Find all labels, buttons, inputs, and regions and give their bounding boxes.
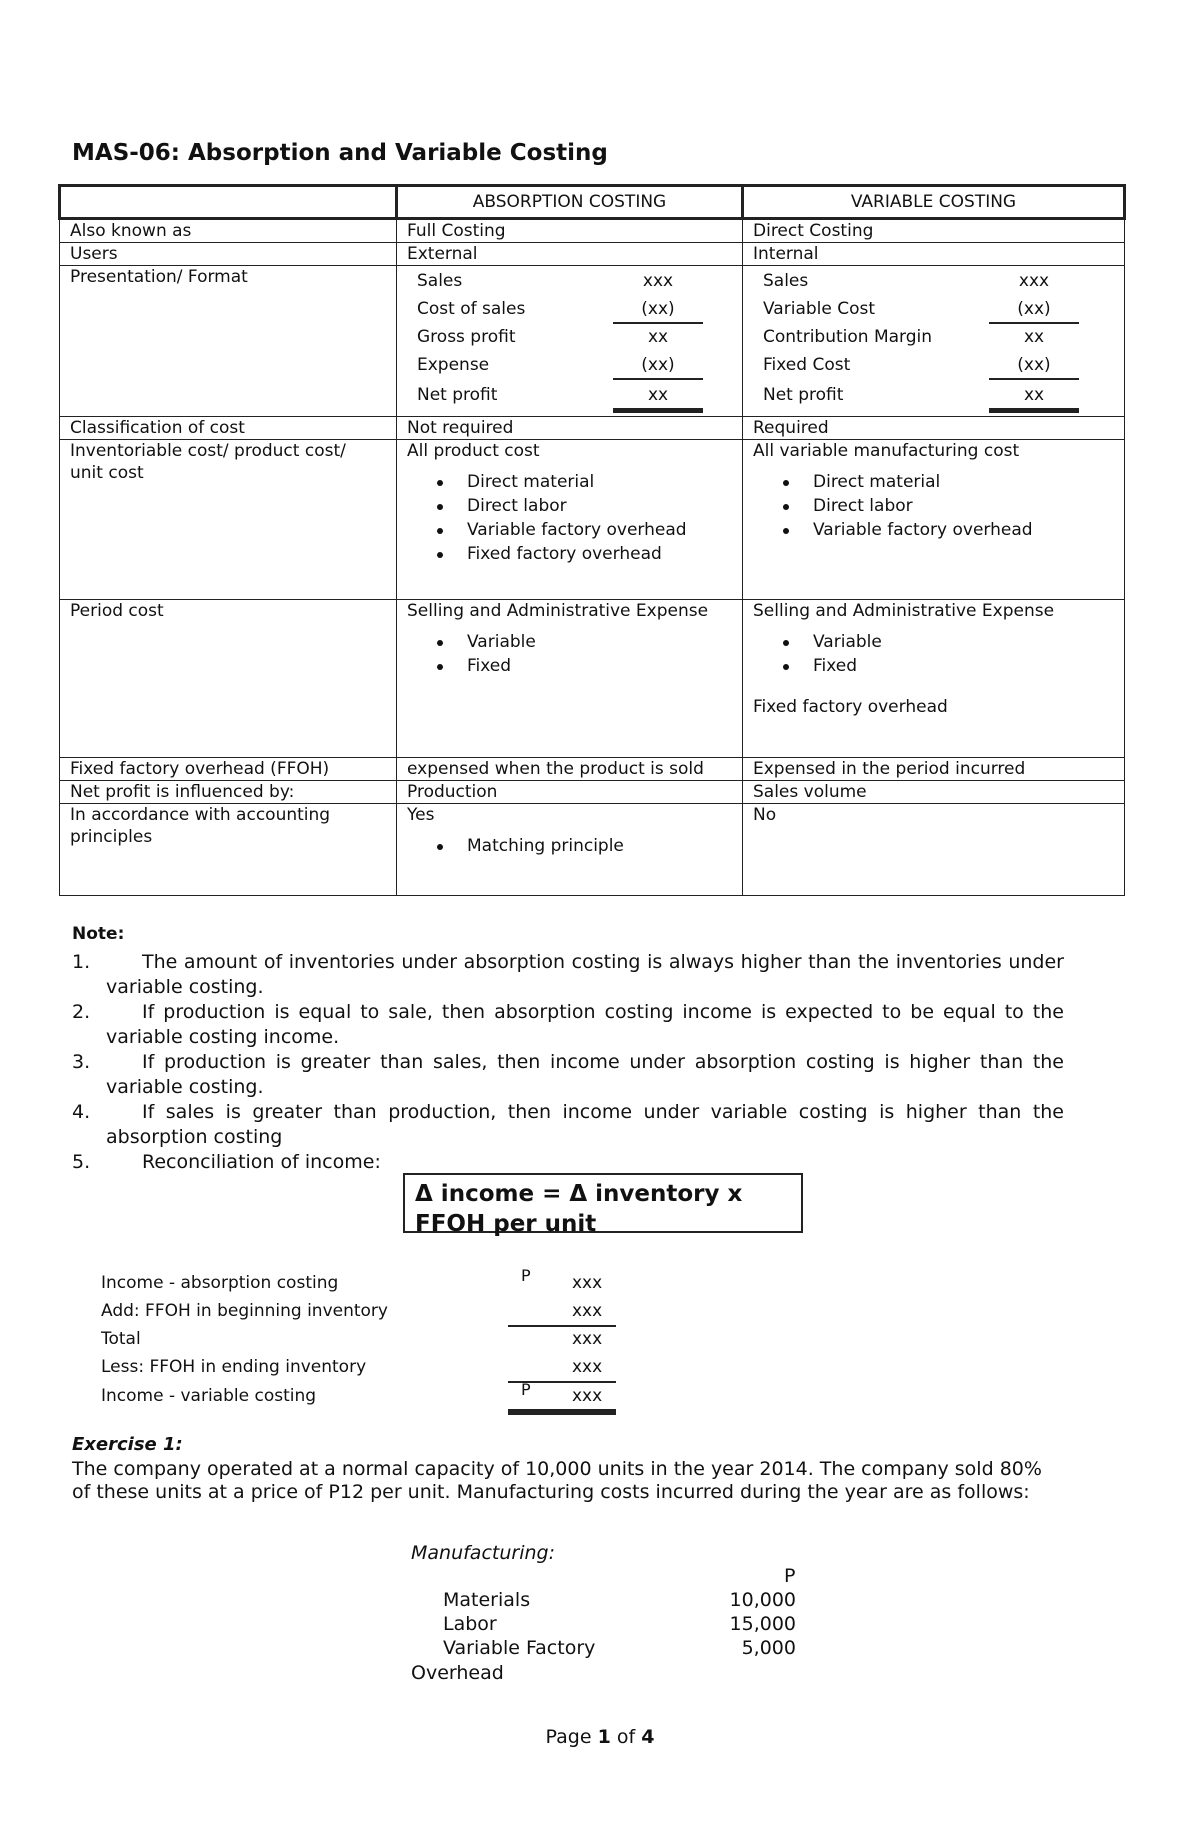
section-label: Manufacturing: xyxy=(411,1542,555,1564)
format-value: (xx) xyxy=(1017,355,1051,375)
currency-symbol: P xyxy=(784,1565,796,1587)
list-item xyxy=(72,1150,1064,1175)
cost-label: Labor xyxy=(443,1613,497,1635)
list-item: Variable factory overhead xyxy=(813,518,1114,542)
cost-label-wrap: Overhead xyxy=(411,1662,504,1684)
absorption-cell xyxy=(397,600,743,758)
double-underline xyxy=(613,408,703,413)
format-value: (xx) xyxy=(641,355,675,375)
format-label: Expense xyxy=(417,355,490,375)
variable-cell: Sales volume xyxy=(743,781,1125,804)
cost-label: Variable Factory xyxy=(443,1637,596,1659)
note-number: 3. xyxy=(72,1051,91,1073)
variable-cell: Required xyxy=(743,417,1125,440)
format-value: xx xyxy=(1023,327,1045,347)
underline xyxy=(613,378,703,380)
reconciliation-value: xxx xyxy=(572,1273,603,1293)
variable-format-cell xyxy=(743,266,1125,417)
list-item: Direct material xyxy=(467,470,732,494)
format-label: Variable Cost xyxy=(763,299,876,319)
table-row xyxy=(60,219,1125,243)
format-value: xx xyxy=(647,385,669,405)
underline xyxy=(508,1325,616,1327)
absorption-cell: External xyxy=(397,243,743,266)
cell-title: Selling and Administrative Expense xyxy=(407,601,709,621)
page-total: 4 xyxy=(641,1726,655,1748)
note-text: If production is greater than sales, then income under absorption costing is higher than the variable costing. xyxy=(106,1051,1064,1098)
note-text: If production is equal to sale, then absorption costing income is expected to be equal to the variable costing income. xyxy=(106,1001,1064,1048)
note-number: 2. xyxy=(72,1001,91,1023)
cost-value: 10,000 xyxy=(729,1589,796,1611)
notes-list xyxy=(72,950,1064,1175)
row-label: Users xyxy=(60,243,397,266)
format-label: Fixed Cost xyxy=(763,355,851,375)
format-label: Gross profit xyxy=(417,327,516,347)
variable-cell: Direct Costing xyxy=(743,219,1125,243)
absorption-cell xyxy=(397,440,743,600)
row-label: In accordance with accounting principles xyxy=(60,804,397,896)
bullet-list xyxy=(407,470,732,566)
variable-cell xyxy=(743,440,1125,600)
row-label: Presentation/ Format xyxy=(60,266,397,417)
table-row xyxy=(60,417,1125,440)
header-absorption: ABSORPTION COSTING xyxy=(397,186,743,219)
variable-format xyxy=(753,266,1114,416)
comparison-table xyxy=(58,184,1126,896)
cell-title: Yes xyxy=(407,805,435,825)
header-cell-empty xyxy=(60,186,397,219)
reconciliation-value: xxx xyxy=(572,1357,603,1377)
absorption-cell: Full Costing xyxy=(397,219,743,243)
variable-cell: Expensed in the period incurred xyxy=(743,758,1125,781)
list-item: Fixed xyxy=(467,654,732,678)
variable-cell: Internal xyxy=(743,243,1125,266)
currency-symbol: P xyxy=(521,1380,531,1399)
cell-extra: Fixed factory overhead xyxy=(753,697,948,717)
absorption-cell xyxy=(397,804,743,896)
format-value: xxx xyxy=(642,271,674,291)
reconciliation-value: xxx xyxy=(572,1301,603,1321)
footer-prefix: Page xyxy=(545,1726,598,1748)
cost-value: 15,000 xyxy=(729,1613,796,1635)
reconciliation-label: Add: FFOH in beginning inventory xyxy=(101,1301,388,1321)
format-label: Contribution Margin xyxy=(763,327,933,347)
note-heading: Note: xyxy=(72,924,125,944)
row-label: Net profit is influenced by: xyxy=(60,781,397,804)
list-item: Variable factory overhead xyxy=(467,518,732,542)
table-row xyxy=(60,440,1125,600)
cell-title: Selling and Administrative Expense xyxy=(753,601,1055,621)
page-footer xyxy=(0,1726,1200,1748)
bullet-list xyxy=(753,630,1114,678)
row-label: Fixed factory overhead (FFOH) xyxy=(60,758,397,781)
list-item: Fixed factory overhead xyxy=(467,542,732,566)
reconciliation-value: xxx xyxy=(572,1329,603,1349)
format-value: (xx) xyxy=(1017,299,1051,319)
note-text: Reconciliation of income: xyxy=(142,1151,381,1173)
cell-title: All product cost xyxy=(407,441,540,461)
row-label: Classification of cost xyxy=(60,417,397,440)
format-label: Cost of sales xyxy=(417,299,526,319)
exercise-text: The company operated at a normal capacity of 10,000 units in the year 2014. The company sold 80% of these units at a price of P12 per unit. Manufacturing costs incurred during the year are as follows: xyxy=(72,1458,1042,1503)
absorption-cell: Production xyxy=(397,781,743,804)
cost-value: 5,000 xyxy=(741,1637,796,1659)
absorption-cell: expensed when the product is sold xyxy=(397,758,743,781)
note-number: 5. xyxy=(72,1151,91,1173)
header-variable: VARIABLE COSTING xyxy=(743,186,1125,219)
format-label: Net profit xyxy=(417,385,498,405)
table-row xyxy=(60,243,1125,266)
note-number: 4. xyxy=(72,1101,91,1123)
page-title: MAS-06: Absorption and Variable Costing xyxy=(72,140,608,166)
reconciliation-label: Income - variable costing xyxy=(101,1386,317,1406)
list-item: Direct material xyxy=(813,470,1114,494)
row-label: Inventoriable cost/ product cost/ unit cost xyxy=(60,440,397,600)
reconciliation-label: Income - absorption costing xyxy=(101,1273,339,1293)
footer-mid: of xyxy=(610,1726,642,1748)
underline xyxy=(989,378,1079,380)
list-item: Variable xyxy=(813,630,1114,654)
list-item: Variable xyxy=(467,630,732,654)
absorption-cell: Not required xyxy=(397,417,743,440)
cost-label: Materials xyxy=(443,1589,531,1611)
bullet-list xyxy=(407,630,732,678)
underline xyxy=(989,322,1079,324)
table-row xyxy=(60,781,1125,804)
exercise-heading: Exercise 1: xyxy=(72,1434,183,1455)
note-text: The amount of inventories under absorption costing is always higher than the inventories under variable costing. xyxy=(106,951,1064,998)
double-underline xyxy=(989,408,1079,413)
list-item: Fixed xyxy=(813,654,1114,678)
list-item xyxy=(72,950,1064,1000)
table-header-row xyxy=(60,186,1125,219)
absorption-format xyxy=(407,266,732,416)
currency-symbol: P xyxy=(521,1266,531,1285)
page-number: 1 xyxy=(597,1726,611,1748)
list-item xyxy=(72,1100,1064,1150)
bullet-list xyxy=(407,834,732,858)
format-value: (xx) xyxy=(641,299,675,319)
reconciliation-label: Less: FFOH in ending inventory xyxy=(101,1357,367,1377)
bullet-list xyxy=(753,470,1114,542)
formula-box: Δ income = Δ inventory x FFOH per unit xyxy=(403,1173,803,1233)
list-item xyxy=(72,1000,1064,1050)
reconciliation-label: Total xyxy=(101,1329,141,1349)
format-label: Net profit xyxy=(763,385,844,405)
table-row xyxy=(60,804,1125,896)
variable-cell: No xyxy=(743,804,1125,896)
table-row xyxy=(60,600,1125,758)
format-value: xxx xyxy=(1018,271,1050,291)
row-label: Period cost xyxy=(60,600,397,758)
absorption-format-cell xyxy=(397,266,743,417)
list-item xyxy=(72,1050,1064,1100)
double-underline xyxy=(508,1409,616,1415)
variable-cell xyxy=(743,600,1125,758)
note-number: 1. xyxy=(72,951,91,973)
format-label: Sales xyxy=(417,271,463,291)
format-label: Sales xyxy=(763,271,809,291)
list-item: Direct labor xyxy=(813,494,1114,518)
list-item: Matching principle xyxy=(467,834,732,858)
table-row xyxy=(60,266,1125,417)
row-label: Also known as xyxy=(60,219,397,243)
format-value: xx xyxy=(1023,385,1045,405)
note-text: If sales is greater than production, then income under variable costing is higher than the absorption costing xyxy=(106,1101,1064,1148)
table-row xyxy=(60,758,1125,781)
list-item: Direct labor xyxy=(467,494,732,518)
underline xyxy=(613,322,703,324)
reconciliation-value: xxx xyxy=(572,1386,603,1406)
cell-title: All variable manufacturing cost xyxy=(753,441,1020,461)
format-value: xx xyxy=(647,327,669,347)
